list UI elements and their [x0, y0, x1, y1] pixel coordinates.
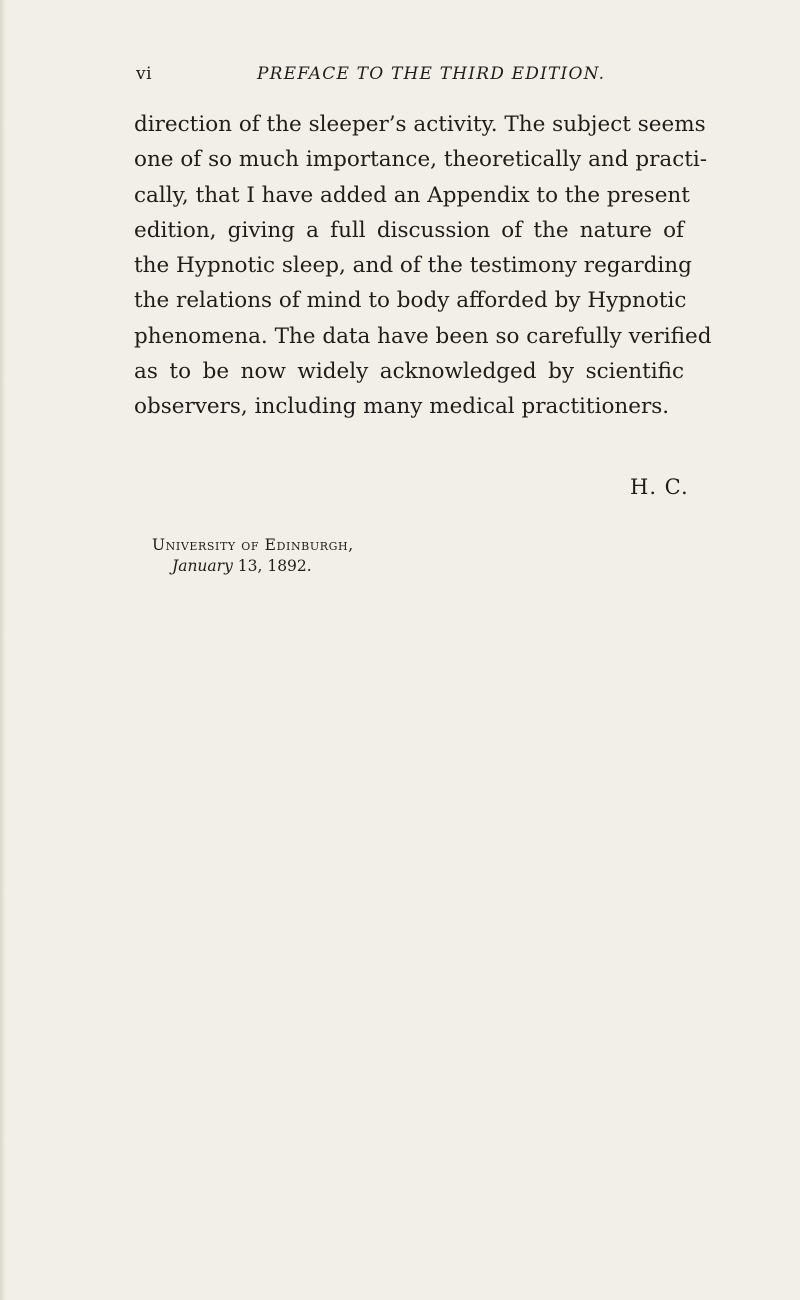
text-line: phenomena. The data have been so carefully verified [134, 323, 712, 349]
text-line: the relations of mind to body afforded by Hypnotic [134, 288, 687, 314]
author-initials: H. C. [630, 475, 689, 499]
text-line: cally, that I have added an Appendix to the present [134, 182, 690, 208]
text-line: the Hypnotic sleep, and of the testimony regarding [134, 253, 692, 279]
date-day-year: 13, 1892. [232, 557, 312, 575]
text-line: direction of the sleeper’s activity. The subject seems [134, 112, 706, 137]
page-gutter-shadow [0, 0, 6, 1300]
date-month: January [172, 557, 233, 575]
signature-date [172, 557, 312, 575]
text-line: edition, giving a full discussion of the nature of [134, 217, 684, 243]
page-number: vi [136, 64, 153, 84]
running-head: PREFACE TO THE THIRD EDITION. [257, 64, 606, 84]
page-header [136, 64, 676, 88]
preface-paragraph [134, 107, 712, 425]
signature-place: University of Edinburgh, [152, 536, 354, 554]
text-line: as to be now widely acknowledged by scientific [134, 359, 684, 385]
text-line: one of so much importance, theoretically and practi- [134, 147, 708, 173]
text-line: observers, including many medical practitioners. [134, 394, 670, 420]
